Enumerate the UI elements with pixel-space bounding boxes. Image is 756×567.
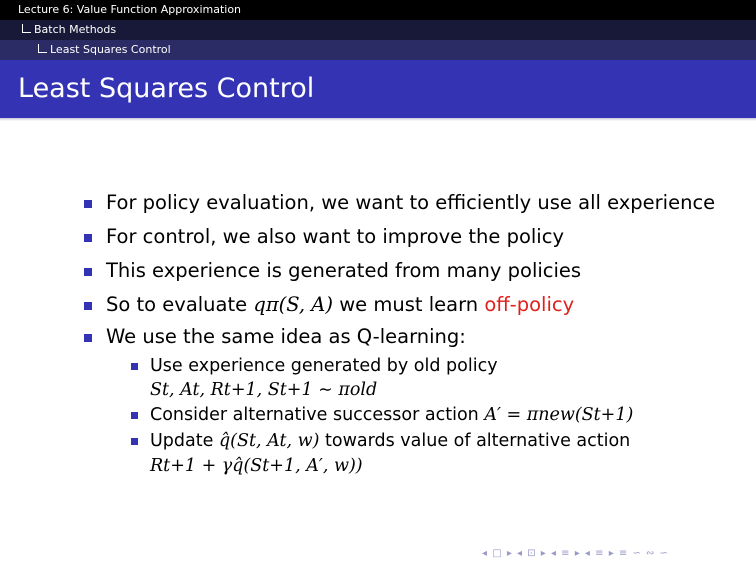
title-bar	[0, 60, 756, 118]
lecture-title: Lecture 6: Value Function Approximation	[18, 3, 242, 16]
sub-bullet-3-line2: Rt+1 + γq̂(St+1, A′, w))	[150, 456, 363, 476]
sub-bullet-1-line1: Use experience generated by old policy	[150, 356, 498, 376]
sub-bullet-icon	[131, 438, 138, 445]
q-pi-expression: qπ(S, A)	[253, 293, 334, 316]
sub-bullet-3-prefix: Update	[150, 431, 219, 451]
tree-branch-icon	[22, 24, 31, 33]
off-policy-highlight: off-policy	[484, 293, 575, 316]
title-shadow	[0, 118, 756, 121]
sub-bullet-3-suffix: towards value of alternative action	[319, 431, 631, 451]
a-prime-expression: A′ = πnew(St+1)	[484, 405, 634, 425]
breadcrumb-subsection	[0, 40, 756, 60]
bullet-4	[106, 293, 574, 317]
section-title: Batch Methods	[34, 23, 117, 36]
breadcrumb-section	[0, 20, 756, 40]
slide-title: Least Squares Control	[18, 73, 315, 104]
bullet-2: For control, we also want to improve the policy	[106, 225, 564, 248]
bullet-4-prefix: So to evaluate	[106, 293, 254, 316]
bullet-icon	[84, 302, 92, 310]
subsection-title: Least Squares Control	[50, 43, 171, 56]
sub-bullet-icon	[131, 363, 138, 370]
sub-bullet-2-prefix: Consider alternative successor action	[150, 405, 485, 425]
q-hat-expression: q̂(St, At, w)	[218, 431, 320, 451]
bullet-icon	[84, 234, 92, 242]
breadcrumb-lecture	[0, 0, 756, 20]
tree-branch-icon	[38, 44, 47, 53]
sub-bullet-icon	[131, 412, 138, 419]
bullet-1: For policy evaluation, we want to efficiently use all experience	[106, 191, 716, 214]
bullet-4-middle: we must learn	[333, 293, 485, 316]
sub-bullet-3-line1	[150, 430, 630, 452]
sub-bullet-1-line2: St, At, Rt+1, St+1 ∼ πold	[150, 380, 378, 400]
beamer-navigation-icons[interactable]: ◂ □ ▸ ◂ ⊡ ▸ ◂ ≡ ▸ ◂ ≡ ▸ ≡ ∽ ∾ ∽	[482, 548, 669, 559]
sub-bullet-2	[150, 404, 633, 426]
bullet-icon	[84, 200, 92, 208]
bullet-3: This experience is generated from many policies	[106, 259, 582, 282]
bullet-icon	[84, 268, 92, 276]
bullet-5: We use the same idea as Q-learning:	[106, 325, 466, 348]
bullet-icon	[84, 334, 92, 342]
